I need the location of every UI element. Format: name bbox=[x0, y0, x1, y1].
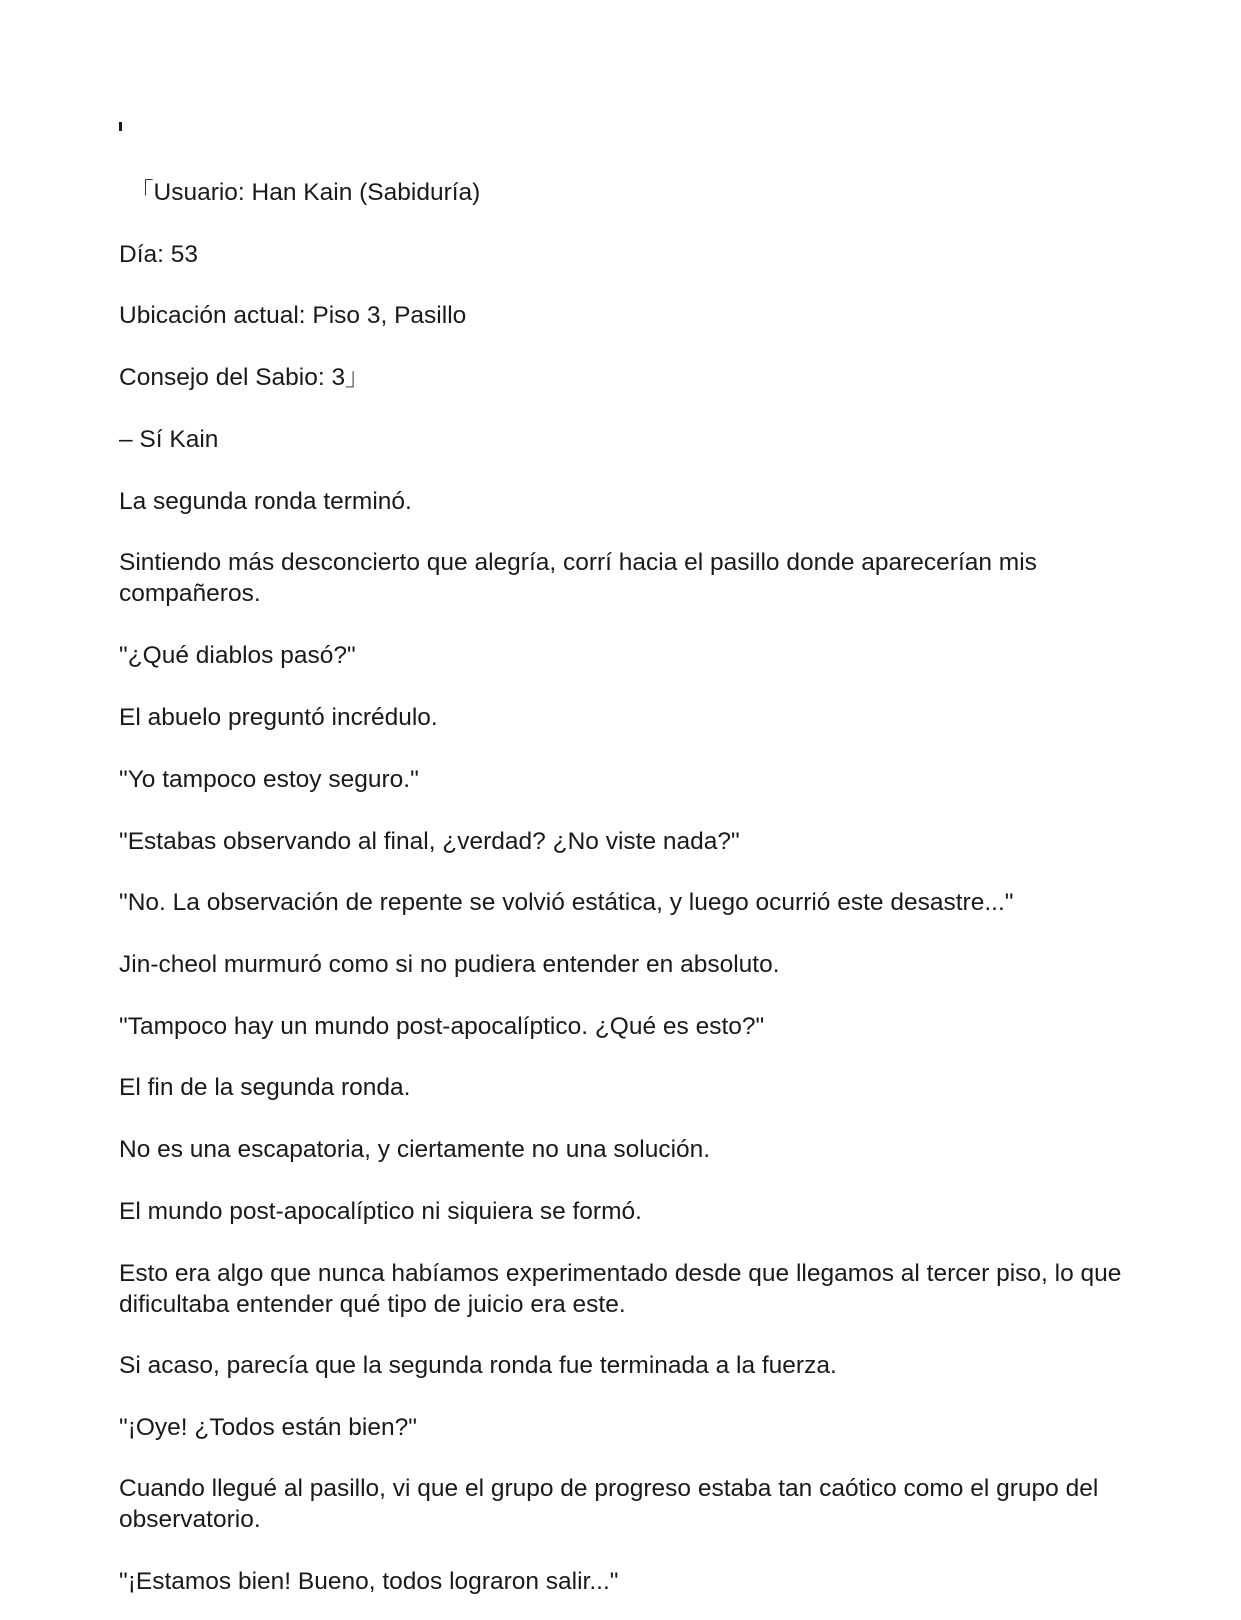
status-day-line: Día: 53 bbox=[119, 241, 198, 268]
paragraph: Sintiendo más desconcierto que alegría, corrí hacia el pasillo donde aparecerían mis compañeros. bbox=[119, 549, 1037, 607]
paragraph: El abuelo preguntó incrédulo. bbox=[119, 704, 438, 731]
paragraph: "Yo tampoco estoy seguro." bbox=[119, 766, 419, 793]
status-user-line: 「Usuario: Han Kain (Sabiduría) bbox=[129, 179, 481, 206]
paragraph: El mundo post-apocalíptico ni siquiera se formó. bbox=[119, 1198, 642, 1225]
stray-mark bbox=[119, 122, 122, 131]
paragraph: – Sí Kain bbox=[119, 426, 219, 453]
paragraph: El fin de la segunda ronda. bbox=[119, 1074, 411, 1101]
paragraph: Si acaso, parecía que la segunda ronda fue terminada a la fuerza. bbox=[119, 1352, 837, 1379]
paragraph: "¡Estamos bien! Bueno, todos lograron salir..." bbox=[119, 1568, 619, 1595]
paragraph: "¿Qué diablos pasó?" bbox=[119, 642, 356, 669]
paragraph: La segunda ronda terminó. bbox=[119, 488, 412, 515]
paragraph: Cuando llegué al pasillo, vi que el grupo de progreso estaba tan caótico como el grupo del observatorio. bbox=[119, 1475, 1099, 1533]
paragraph: Esto era algo que nunca habíamos experimentado desde que llegamos al tercer piso, lo que dificultaba entender qué tipo de juicio era este. bbox=[119, 1260, 1122, 1318]
paragraph: "No. La observación de repente se volvió estática, y luego ocurrió este desastre..." bbox=[119, 889, 1014, 916]
paragraph: "Estabas observando al final, ¿verdad? ¿No viste nada?" bbox=[119, 828, 740, 855]
paragraph: Jin-cheol murmuró como si no pudiera entender en absoluto. bbox=[119, 951, 780, 978]
paragraph: "¡Oye! ¿Todos están bien?" bbox=[119, 1414, 417, 1441]
paragraph: "Tampoco hay un mundo post-apocalíptico. ¿Qué es esto?" bbox=[119, 1013, 765, 1040]
status-location-line: Ubicación actual: Piso 3, Pasillo bbox=[119, 302, 467, 329]
paragraph: No es una escapatoria, y ciertamente no una solución. bbox=[119, 1136, 711, 1163]
status-advice-line: Consejo del Sabio: 3」 bbox=[119, 364, 370, 391]
